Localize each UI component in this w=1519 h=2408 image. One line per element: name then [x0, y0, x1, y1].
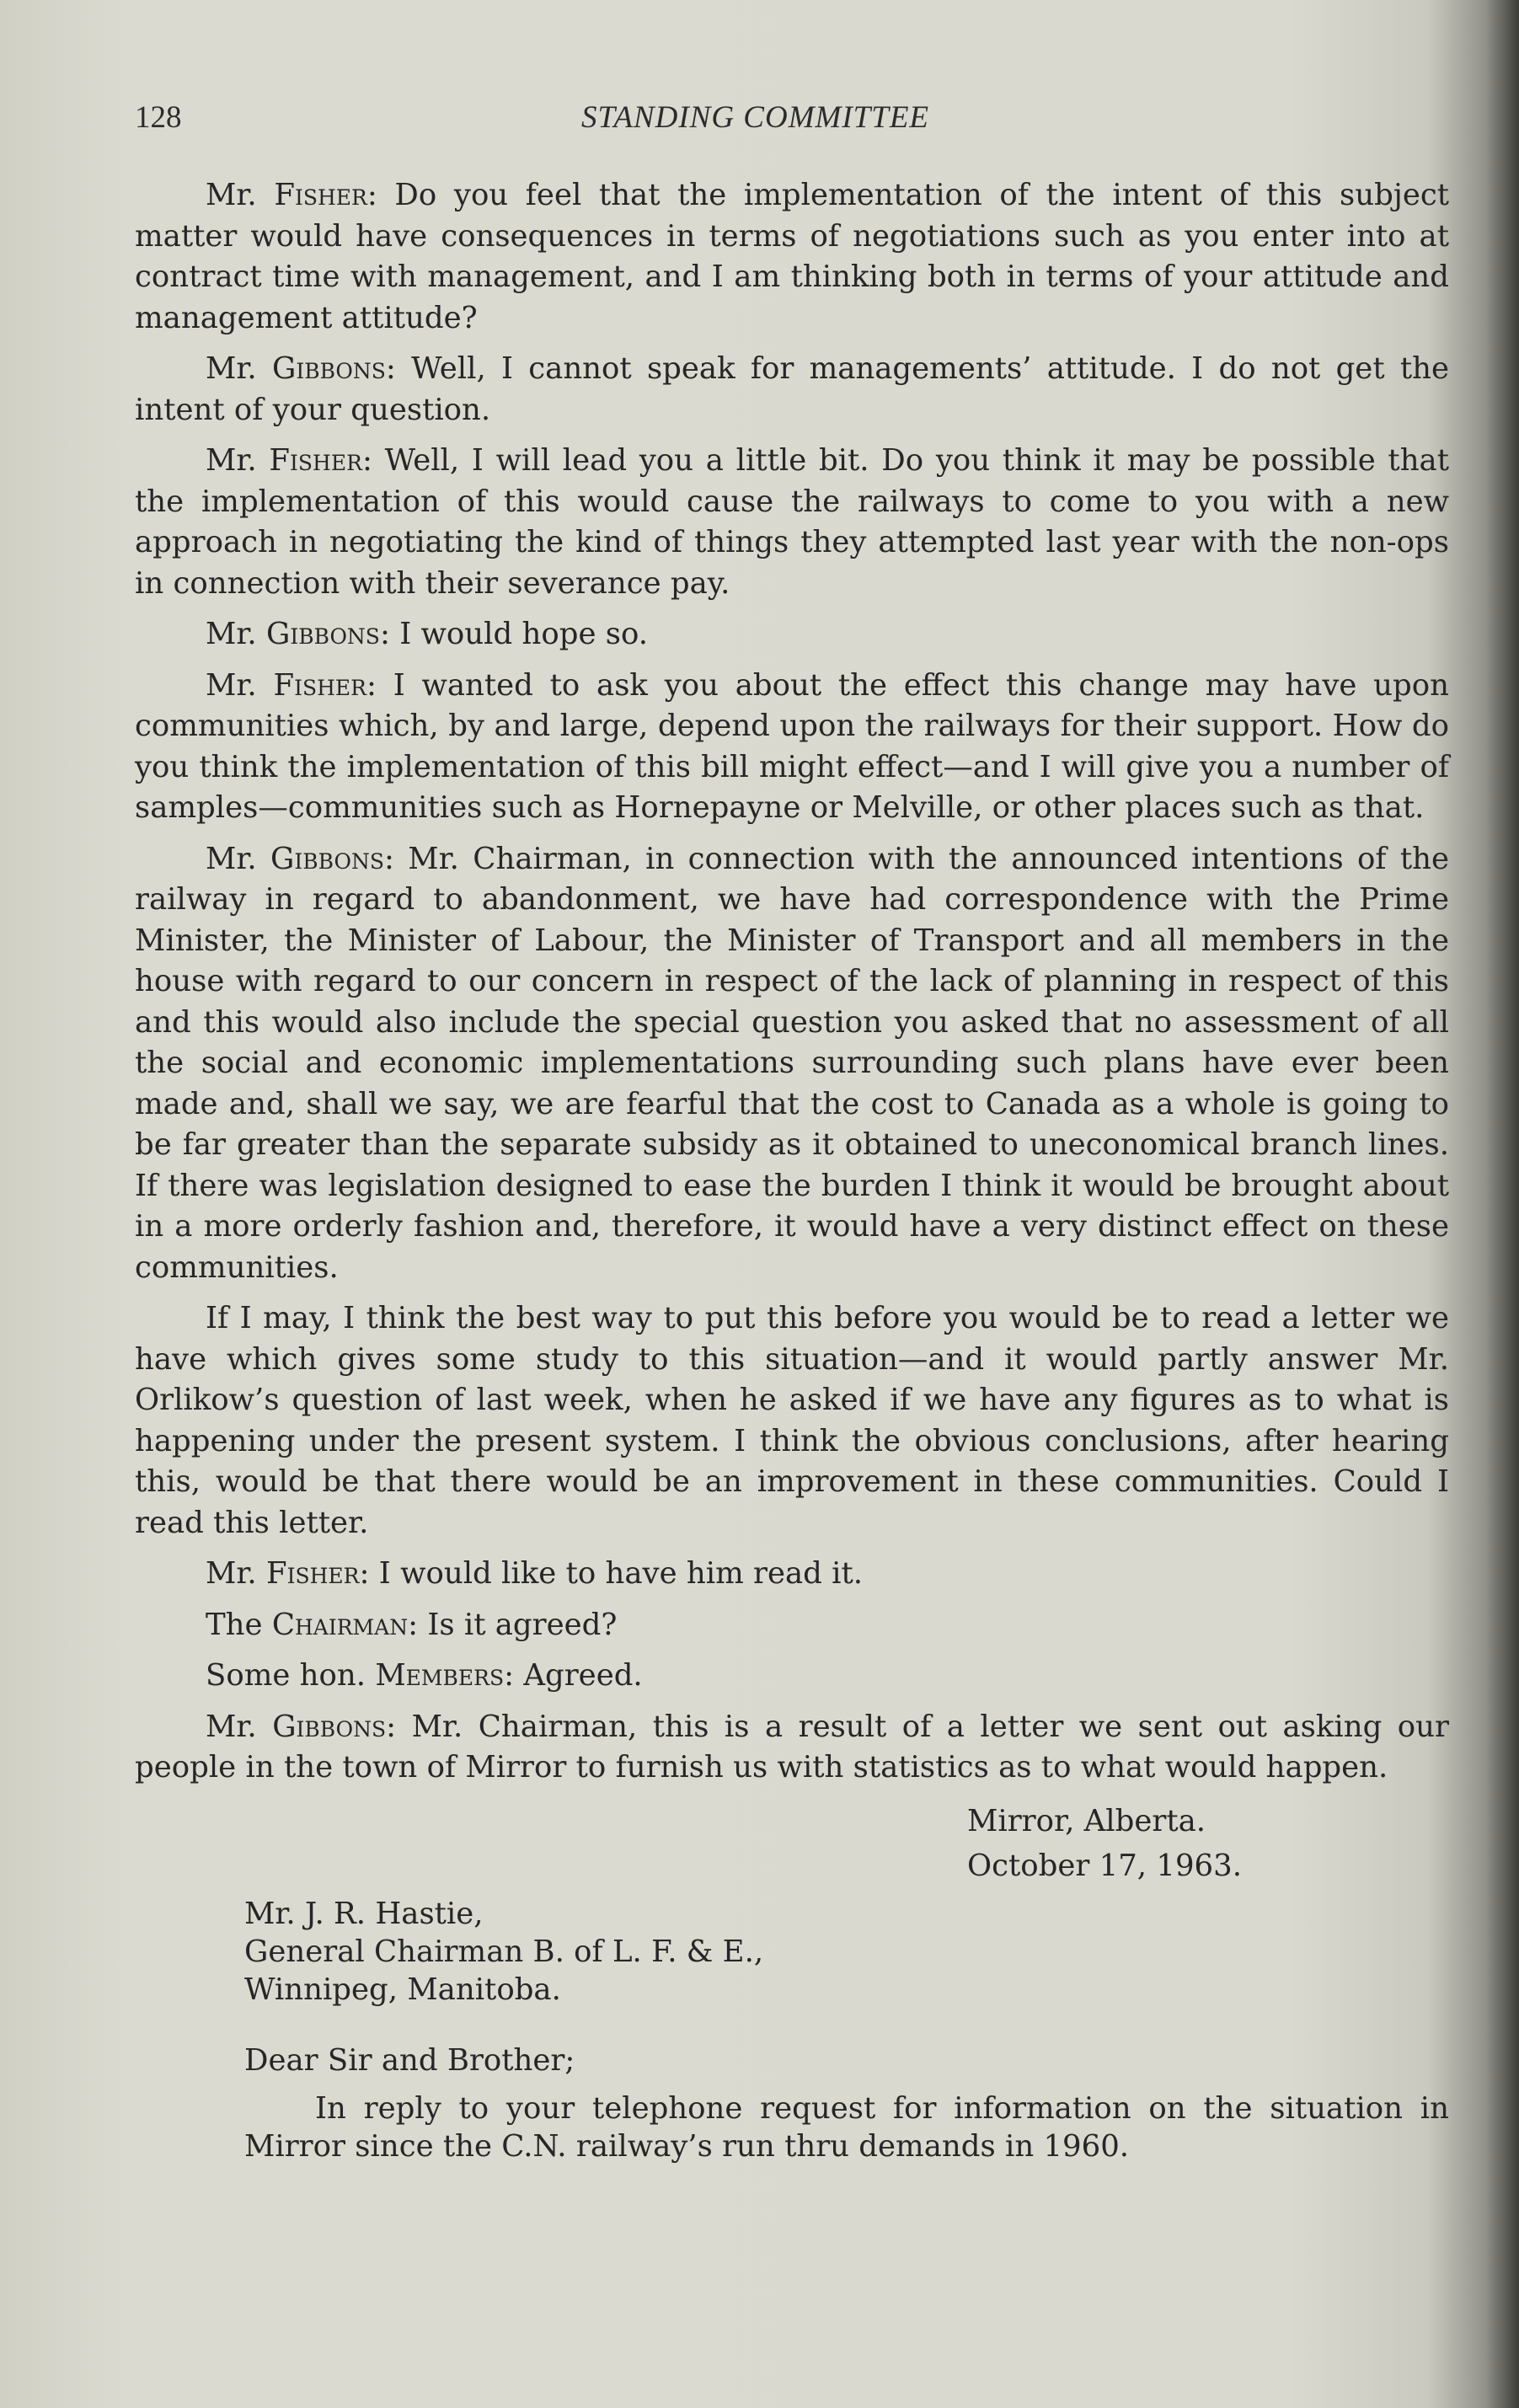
speaker-name: Fisher — [274, 178, 367, 212]
page-number: 128 — [135, 100, 182, 135]
letter-body: In reply to your telephone request for information on the situation in Mirror since the C.N. railway’s run thru demands in 1960. — [244, 2091, 1449, 2164]
speaker-name: Fisher — [269, 443, 362, 478]
paragraph: The Chairman: Is it agreed? — [206, 1607, 618, 1642]
paragraph: Mr. Fisher: I would like to have him read it. — [206, 1556, 864, 1591]
running-head: STANDING COMMITTEE — [581, 100, 930, 135]
paragraph: Mr. Gibbons: Mr. Chairman, in connection with the announced intentions of the railway in regard to abandonment, we have had correspondence with the Prime Minister, the Minister of Labour, the Minister of Transport and all members in the house with regard to our concern in respect of the lack of planning in respect of this and this would also include the special question you asked that no assessment of all the social and economic implementations surrounding such plans have ever been made and, shall we say, we are fearful that the cost to Canada as a whole is going to be far greater than the separate subsidy as it obtained to uneconomical branch lines. If there was legislation designed to ease the burden I think it would be brought about in a more orderly fashion and, therefore, it would have a very distinct effect on these communities. — [135, 841, 1449, 1285]
speaker-name: Gibbons — [272, 1709, 387, 1744]
speaker-name: Gibbons — [266, 617, 380, 651]
paragraph: If I may, I think the best way to put this before you would be to read a letter we have which gives some study to this situation—and it would partly answer Mr. Orlikow’s question of last week, when he asked if we have any figures as to what is happening under the present system. I think the obvious conclusions, after hearing this, would be that there would be an improvement in these communities. Could I read this letter. — [135, 1301, 1449, 1540]
letter-place: Mirror, Alberta. — [967, 1803, 1206, 1838]
paragraph: Mr. Gibbons: Well, I cannot speak for managements’ attitude. I do not get the intent of your question. — [135, 351, 1449, 427]
addressee-line: Winnipeg, Manitoba. — [244, 1972, 561, 2007]
speaker-name: Gibbons — [271, 351, 386, 386]
speaker-name: Chairman — [271, 1607, 409, 1642]
page-edge-shadow — [1485, 0, 1519, 2408]
speaker-name: Fisher — [273, 667, 366, 703]
letter-dateline — [135, 1799, 1449, 1888]
speaker-name: Fisher — [266, 1556, 360, 1591]
speaker-name: Gibbons — [270, 841, 384, 876]
letter-date: October 17, 1963. — [967, 1848, 1242, 1883]
letter-salutation: Dear Sir and Brother; — [244, 2042, 575, 2078]
paragraph: Mr. Fisher: Well, I will lead you a little bit. Do you think it may be possible that the implementation of this would cause the railways to come to you with a new approach in negotiating the kind of things they attempted last year with the non-ops in connection with their severance pay. — [135, 443, 1449, 601]
paragraph: Mr. Gibbons: Mr. Chairman, this is a result of a letter we sent out asking our people in the town of Mirror to furnish us with statistics as to what would happen. — [135, 1709, 1449, 1785]
letter-addressee — [135, 1895, 1449, 2009]
addressee-line: General Chairman B. of L. F. & E., — [244, 1934, 764, 1969]
paragraph: Mr. Gibbons: I would hope so. — [206, 617, 648, 651]
transcript-body — [135, 175, 1449, 2165]
paragraph: Mr. Fisher: I wanted to ask you about the effect this change may have upon communities which, by and large, depend upon the railways for their support. How do you think the implementation of this bill might effect—and I will give you a number of samples—communities such as Hornepayne or Melville, or other places such as that. — [135, 667, 1449, 825]
paragraph: Mr. Fisher: Do you feel that the implementation of the intent of this subject matter would have consequences in terms of negotiations such as you enter into at contract time with management, and I am thinking both in terms of your attitude and management attitude? — [135, 178, 1449, 335]
paragraph: Some hon. Members: Agreed. — [206, 1658, 643, 1693]
speaker-name: Members — [375, 1658, 505, 1693]
addressee-line: Mr. J. R. Hastie, — [244, 1896, 484, 1931]
